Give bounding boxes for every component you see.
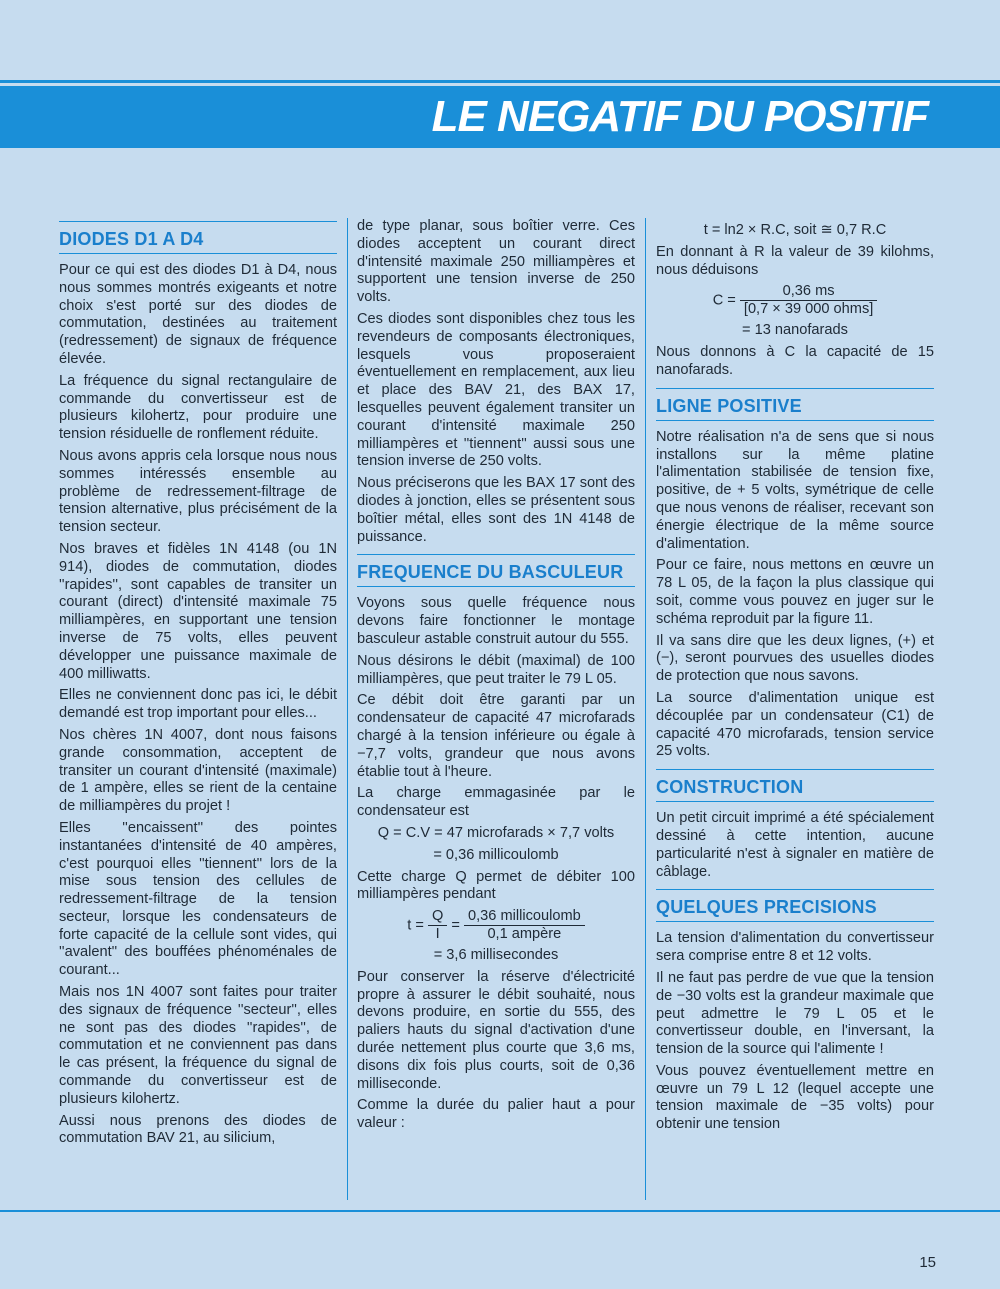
paragraph: Voyons sous quelle fréquence nous devons faire fonctionner le montage basculeur astable construit autour du 555. — [357, 595, 635, 647]
article-title: LE NEGATIF DU POSITIF — [431, 92, 928, 141]
paragraph: Pour conserver la réserve d'électricité propre à assurer le débit souhaité, nous devons produire, en sortie du 555, des paliers hauts du signal d'activation d'une durée nettement plus courte que 3,6 ms, disons dix fois plus courts, soit de 0,36 milliseconde. — [357, 968, 635, 1092]
fraction-values — [464, 908, 585, 943]
paragraph: La tension d'alimentation du convertisseur sera comprise entre 8 et 12 volts. — [656, 930, 934, 965]
paragraph: Ce débit doit être garanti par un condensateur de capacité 47 microfarads chargé à la tension inférieure ou égale à −7,7 volts, grandeur que nous avons établie tout à l'heure. — [357, 692, 635, 780]
paragraph: Aussi nous prenons des diodes de commutation BAV 21, au silicium, — [59, 1112, 337, 1147]
paragraph: Un petit circuit imprimé a été spécialement dessiné à cette intention, aucune particularité n'est à signaler en matière de câblage. — [656, 810, 934, 880]
paragraph: de type planar, sous boîtier verre. Ces diodes acceptent un courant direct d'intensité maximale 250 milliampères et supportent une tension inverse de 250 volts. — [357, 218, 635, 306]
eq-equals: = — [451, 917, 460, 934]
paragraph: La charge emmagasinée par le condensateur est — [357, 785, 635, 820]
paragraph: Nos chères 1N 4007, dont nous faisons grande consommation, acceptent de transiter un courant d'intensité (maximale) de 1 ampère, elles se rient de la centaine de milliampères du projet ! — [59, 726, 337, 815]
equation-result: = 3,6 millisecondes — [433, 947, 559, 964]
fraction-numerator: 0,36 ms — [740, 283, 877, 301]
paragraph: Nous désirons le débit (maximal) de 100 milliampères, que peut traiter le 79 L 05. — [357, 652, 635, 687]
page-number: 15 — [919, 1254, 936, 1271]
equation-result: = 0,36 millicoulomb — [433, 846, 559, 863]
paragraph: Elles ''encaissent'' des pointes instantanées d'intensité de 40 ampères, c'est pourquoi elles ''tiennent'' lors de la mise sous tension des cellules de redressement-filtrage de la tension secteur, lorsque les condensateurs de forte capacité de la cellule sont vides, qui ''avalent'' des bouffées phénoménales de courant... — [59, 819, 337, 979]
column-divider — [645, 218, 646, 1200]
paragraph: Nos braves et fidèles 1N 4148 (ou 1N 914), diodes de commutation, diodes ''rapides'', sont capables de transiter un courant (direct) d'intensité maximale 75 milliampères, en supportant une tension inverse de 75 volts, elles peuvent développer une puissance maximale de 400 milliwatts. — [59, 540, 337, 682]
paragraph: Comme la durée du palier haut a pour valeur : — [357, 1097, 635, 1132]
column-1 — [59, 218, 337, 1152]
paragraph: Notre réalisation n'a de sens que si nous installons sur la même platine l'alimentation stabilisée de tension fixe, positive, de + 5 volts, symétrique de celle que nous venons de réaliser, recevant son énergie électrique de la même source d'alimentation. — [656, 428, 934, 552]
fraction-denominator: 0,1 ampère — [487, 926, 562, 943]
fraction-numerator: Q — [428, 908, 447, 926]
equation-capacity — [656, 283, 934, 318]
equation-time — [357, 908, 635, 943]
paragraph: La source d'alimentation unique est découplée par un condensateur (C1) de capacité 470 microfarads, tension service 25 volts. — [656, 689, 934, 760]
paragraph: Vous pouvez éventuellement mettre en œuvre un 79 L 12 (lequel accepte une tension maximale de −35 volts) pour obtenir une tension — [656, 1062, 934, 1133]
paragraph: Elles ne conviennent donc pas ici, le débit demandé est trop important pour elles... — [59, 687, 337, 722]
top-rule — [0, 80, 1000, 83]
section-heading: FREQUENCE DU BASCULEUR — [357, 554, 635, 587]
section-heading: DIODES D1 A D4 — [59, 221, 337, 254]
fraction-denominator: I — [435, 926, 440, 943]
paragraph: Nous préciserons que les BAX 17 sont des diodes à jonction, elles se présentent sous boîtier métal, elles sont des 1N 4148 de puissance. — [357, 475, 635, 545]
paragraph: Mais nos 1N 4007 sont faites pour traiter des signaux de fréquence ''secteur'', elles ne sont pas des diodes ''rapides'', de commutation et ne conviennent pas dans le cas présent, la fréquence du signal de commande du convertisseur est de plusieurs kilohertz. — [59, 984, 337, 1107]
fraction-capacity — [740, 283, 877, 318]
equation-charge: Q = C.V = 47 microfarads × 7,7 volts — [377, 824, 615, 841]
section-heading: QUELQUES PRECISIONS — [656, 889, 934, 922]
equation-duration: t = ln2 × R.C, soit ≅ 0,7 R.C — [703, 222, 887, 238]
paragraph: Cette charge Q permet de débiter 100 milliampères pendant — [357, 868, 635, 903]
paragraph: Pour ce faire, nous mettons en œuvre un 78 L 05, de la façon la plus classique qui soit, comme vous pouvez en juger sur le schéma reproduit par la figure 11. — [656, 557, 934, 627]
eq-lhs: C = — [712, 292, 736, 309]
paragraph: Il ne faut pas perdre de vue que la tension de −30 volts est la grandeur maximale que peut admettre le 79 L 05 et le convertisseur double, en l'inversant, la tension de la source qui l'alimente ! — [656, 969, 934, 1058]
paragraph: La fréquence du signal rectangulaire de commande du convertisseur est de plusieurs kilohertz, pour produire une tension résiduelle de ronflement réduite. — [59, 372, 337, 443]
section-heading: CONSTRUCTION — [656, 769, 934, 802]
eq-lhs: t = — [407, 917, 424, 934]
paragraph: Il va sans dire que les deux lignes, (+) et (−), seront pourvues des usuelles diodes de protection que nous savons. — [656, 632, 934, 685]
fraction-denominator: [0,7 × 39 000 ohms] — [743, 301, 874, 318]
column-2 — [357, 218, 635, 1137]
section-heading: LIGNE POSITIVE — [656, 388, 934, 421]
column-3 — [656, 218, 934, 1138]
fraction-q-over-i — [428, 908, 447, 943]
fraction-numerator: 0,36 millicoulomb — [464, 908, 585, 926]
equation-result: = 13 nanofarads — [742, 322, 848, 339]
paragraph: Pour ce qui est des diodes D1 à D4, nous nous sommes montrés exigeants et notre choix s'est porté sur des diodes de commutation, destinées au traitement (redressement) de signaux de fréquence élevée. — [59, 262, 337, 367]
bottom-rule — [0, 1210, 1000, 1212]
paragraph: Ces diodes sont disponibles chez tous les revendeurs de composants électroniques, lesquels vous proposeraient éventuellement en remplacement, aux lieu et place des BAV 21, des BAX 17, lesquelles peuvent également transiter un courant d'intensité maximale 250 milliampères et ''tiennent'' aussi sous une tension inverse de 250 volts. — [357, 310, 635, 470]
title-banner — [0, 86, 1000, 148]
paragraph: Nous donnons à C la capacité de 15 nanofarads. — [656, 344, 934, 378]
column-divider — [347, 218, 348, 1200]
paragraph: Nous avons appris cela lorsque nous nous sommes intéressés ensemble au problème de redressement-filtrage de tension alternative, plus précisément de la tension secteur. — [59, 447, 337, 536]
paragraph: En donnant à R la valeur de 39 kilohms, nous déduisons — [656, 243, 934, 278]
